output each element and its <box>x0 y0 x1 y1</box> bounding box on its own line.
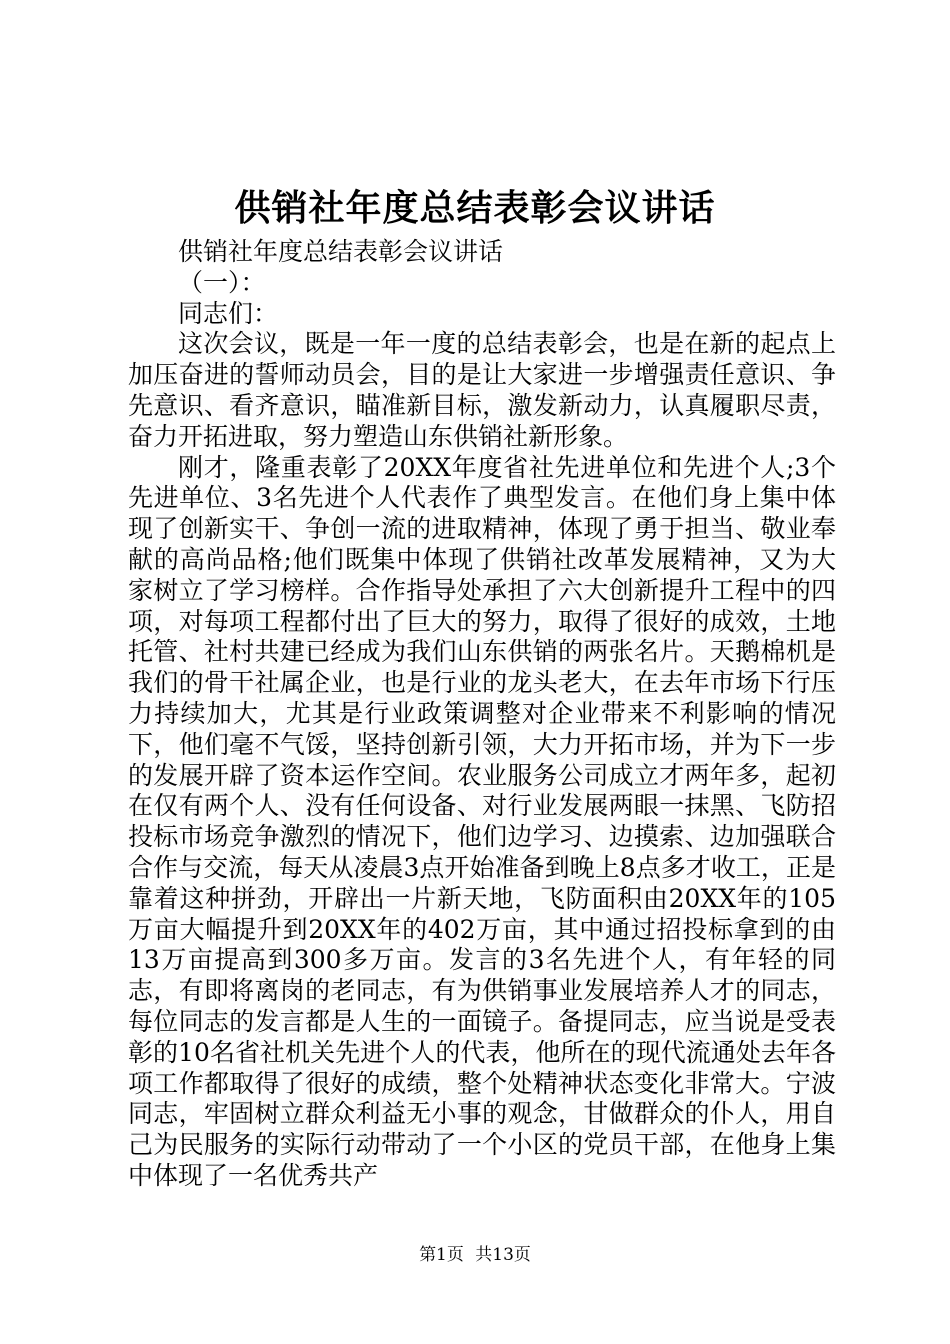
paragraph-salutation: 同志们： <box>178 298 279 328</box>
paragraph-main: 刚才，隆重表彰了20XX年度省社先进单位和先进个人;3个先进单位、3名先进个人代表作了典型发言。在他们身上集中体现了创新实干、争创一流的进取精神，体现了勇于担当、敬业奉献的高尚品格;他们既集中体现了供销社改革发展精神，又为大家树立了学习榜样。合作指导处承担了六大创新提升工程中的四项，对每项工程都付出了巨大的努力，取得了很好的成效，土地托管、社村共建已经成为我们山东供销的两张名片。天鹅棉机是我们的骨干社属企业，也是行业的龙头老大，在去年市场下行压力持续加大，尤其是行业政策调整对企业带来不利影响的情况下，他们毫不气馁，坚持创新引领，大力开拓市场，并为下一步的发展开辟了资本运作空间。农业服务公司成立才两年多，起初在仅有两个人、没有任何设备、对行业发展两眼一抹黑、飞防招投标市场竞争激烈的情况下，他们边学习、边摸索、边加强联合合作与交流，每天从凌晨3点开始准备到晚上8点多才收工，正是靠着这种拼劲，开辟出一片新天地，飞防面积由20XX年的105万亩大幅提升到20XX年的402万亩，其中通过招投标拿到的由13万亩提高到300多万亩。发言的3名先进个人，有年轻的同志，有即将离岗的老同志，有为供销事业发展培养人才的同志，每位同志的发言都是人生的一面镜子。备提同志，应当说是受表彰的10名省社机关先进个人的代表，他所在的现代流通处去年各项工作都取得了很好的成绩，整个处精神状态变化非常大。宁波同志，牢固树立群众利益无小事的观念，甘做群众的仆人，用自己为民服务的实际行动带动了一个小区的党员干部，在他身上集中体现了一名优秀共产 <box>128 452 836 1190</box>
page-footer <box>0 1244 950 1266</box>
document-body <box>128 237 836 1192</box>
document-title: 供销社年度总结表彰会议讲话 <box>234 187 716 229</box>
page-number: 第1页 <box>419 1245 464 1265</box>
page-total: 共13页 <box>475 1245 531 1265</box>
paragraph-intro: 这次会议，既是一年一度的总结表彰会，也是在新的起点上加压奋进的誓师动员会，目的是让大家进一步增强责任意识、争先意识、看齐意识，瞄准新目标，激发新动力，认真履职尽责，奋力开拓进取，努力塑造山东供销社新形象。 <box>128 329 836 451</box>
paragraph-subtitle: 供销社年度总结表彰会议讲话 <box>178 237 504 266</box>
paragraph-section-marker: （一）： <box>178 267 266 297</box>
